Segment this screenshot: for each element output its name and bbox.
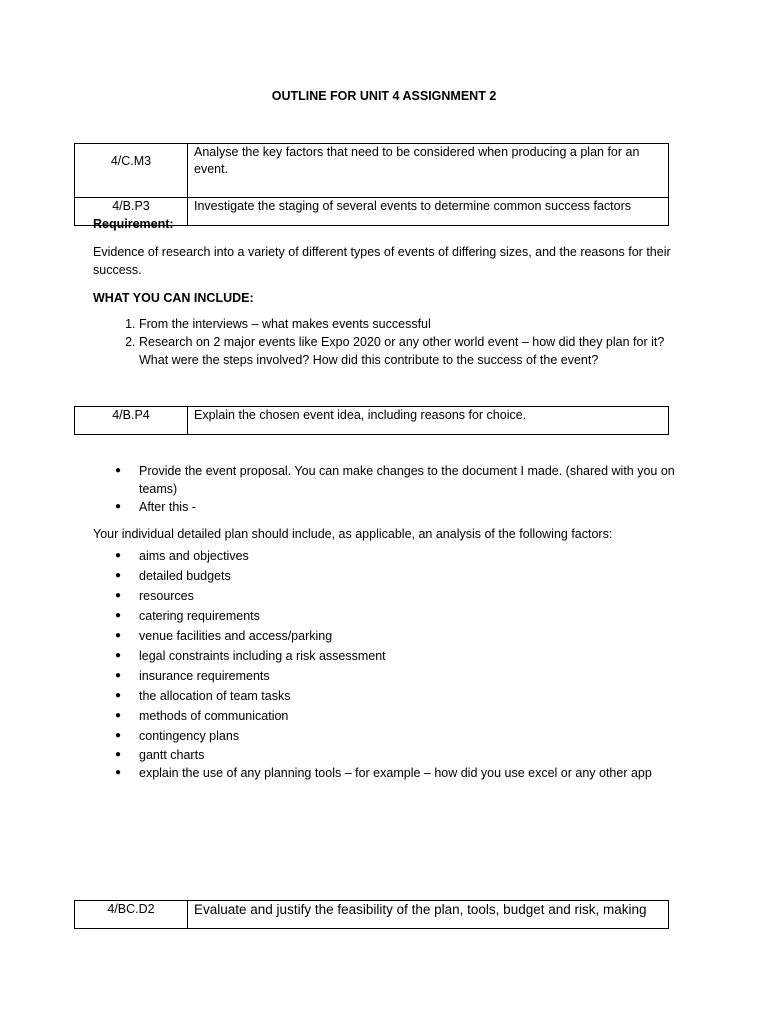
bullet-icon: ● <box>115 590 122 601</box>
criteria-table-1 <box>74 143 669 226</box>
criterion-description: Explain the chosen event idea, including reasons for choice. <box>188 407 669 435</box>
list-item-text: legal constraints including a risk assessment <box>139 649 386 663</box>
list-item-text: the allocation of team tasks <box>139 689 291 703</box>
bullet-icon: ● <box>115 767 122 778</box>
include-heading: WHAT YOU CAN INCLUDE: <box>93 291 254 305</box>
include-list <box>93 315 679 369</box>
list-item <box>115 586 699 606</box>
requirement-heading: Requirement: <box>93 217 174 231</box>
table-row <box>75 901 669 929</box>
factor-list <box>93 546 699 782</box>
list-item-text: detailed budgets <box>139 569 231 583</box>
bullet-icon: ● <box>115 630 122 641</box>
bullet-icon: ● <box>115 730 122 741</box>
bullet-icon: ● <box>115 650 122 661</box>
list-item-text: Provide the event proposal. You can make changes to the document I made. (shared with you on teams) <box>139 464 675 496</box>
bullet-icon: ● <box>115 710 122 721</box>
list-item-text: gantt charts <box>139 748 205 762</box>
list-item-text: After this - <box>139 500 196 514</box>
criterion-code: 4/B.P4 <box>75 407 188 435</box>
list-item: 2. Research on 2 major events like Expo 2020 or any other world event – how did they plan for it? What were the steps involved? How did this contribute to the success of the event? <box>139 333 679 369</box>
list-item <box>115 498 699 516</box>
list-item-text: methods of communication <box>139 709 289 723</box>
list-item <box>115 706 699 726</box>
list-item-text: venue facilities and access/parking <box>139 629 333 643</box>
list-item <box>115 546 699 566</box>
list-item-text: catering requirements <box>139 609 260 623</box>
criteria-table-2 <box>74 406 669 435</box>
list-item-text: insurance requirements <box>139 669 270 683</box>
table-row <box>75 407 669 435</box>
bullet-icon: ● <box>115 501 122 512</box>
list-item <box>115 666 699 686</box>
criterion-code: 4/BC.D2 <box>75 901 188 929</box>
list-item <box>115 686 699 706</box>
list-item-text: explain the use of any planning tools – for example – how did you use excel or any other app <box>139 766 652 780</box>
bullet-icon: ● <box>115 570 122 581</box>
criterion-description: Analyse the key factors that need to be considered when producing a plan for an event. <box>188 144 669 198</box>
list-item-text: resources <box>139 589 194 603</box>
criteria-table-3 <box>74 900 669 929</box>
list-item <box>115 606 699 626</box>
list-item-text: contingency plans <box>139 729 240 743</box>
criterion-description: Investigate the staging of several events to determine common success factors <box>188 198 669 226</box>
bullet-icon: ● <box>115 610 122 621</box>
bullet-icon: ● <box>115 690 122 701</box>
criterion-code: 4/C.M3 <box>75 144 188 198</box>
list-item-text: aims and objectives <box>139 549 249 563</box>
bullet-icon: ● <box>115 550 122 561</box>
document-title: OUTLINE FOR UNIT 4 ASSIGNMENT 2 <box>271 89 497 103</box>
list-item <box>115 746 699 764</box>
list-item <box>115 726 699 746</box>
criterion-code: 4/B.P3 <box>75 198 188 226</box>
proposal-list <box>93 462 699 516</box>
requirement-text: Evidence of research into a variety of different types of events of differing sizes, and the reasons for their success. <box>93 245 671 277</box>
table-row <box>75 144 669 198</box>
bullet-icon: ● <box>115 749 122 760</box>
list-item: 1. From the interviews – what makes events successful <box>139 315 679 333</box>
bullet-icon: ● <box>115 670 122 681</box>
list-item <box>115 764 699 782</box>
bullet-icon: ● <box>115 465 122 476</box>
list-item <box>115 626 699 646</box>
plan-intro: Your individual detailed plan should include, as applicable, an analysis of the following factors: <box>93 527 613 541</box>
list-item <box>115 566 699 586</box>
criterion-description: Evaluate and justify the feasibility of the plan, tools, budget and risk, making <box>188 901 669 929</box>
list-item <box>115 462 699 498</box>
list-item <box>115 646 699 666</box>
